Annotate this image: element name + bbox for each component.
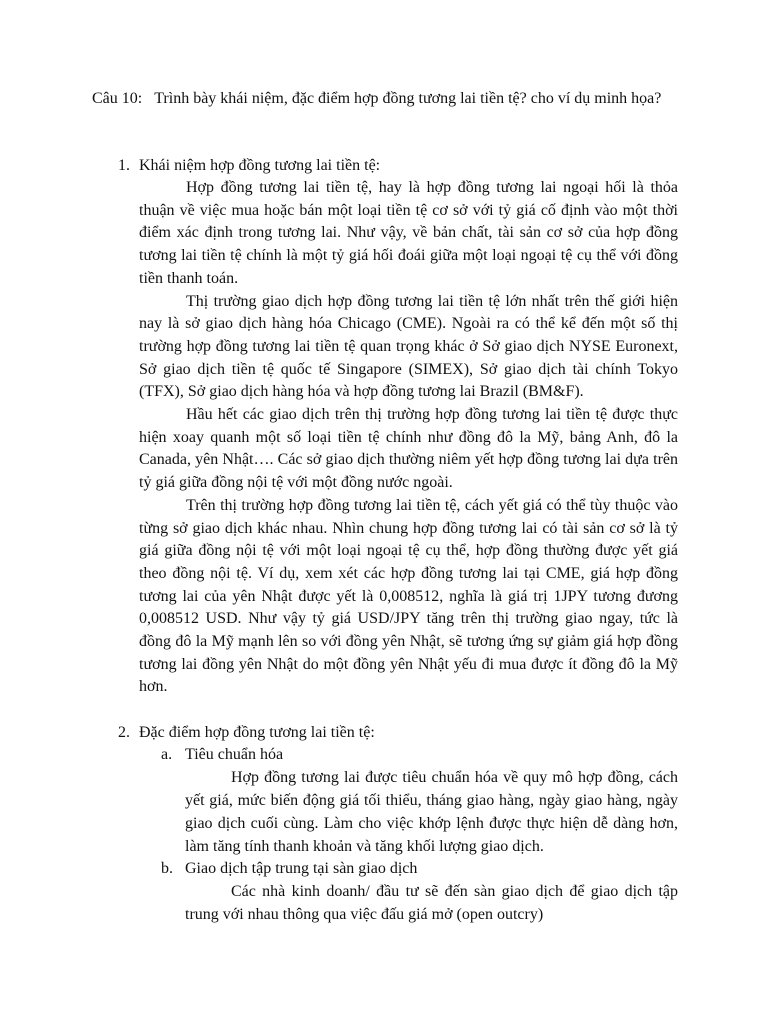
section-title: Đặc điểm hợp đồng tương lai tiền tệ: (139, 724, 375, 741)
subsection-paragraph: Hợp đồng tương lai được tiêu chuẩn hóa về quy mô hợp đồng, cách yết giá, mức biến động giá tối thiểu, tháng giao hàng, ngày giao hàng, ngày giao dịch cuối cùng. Làm cho việc khớp lệnh được thực hiện dễ dàng hơn, làm tăng tính thanh khoản và tăng khối lượng giao dịch. (185, 769, 678, 855)
section-number: 1. (118, 157, 130, 174)
subsection-title: Giao dịch tập trung tại sàn giao dịch (185, 860, 418, 877)
paragraph: Hợp đồng tương lai tiền tệ, hay là hợp đồng tương lai ngoại hối là thỏa thuận về việc mua hoặc bán một loại tiền tệ cơ sở với tỷ giá cố định vào một thời điểm xác định trong tương lai. Như vậy, về bản chất, tài sản cơ sở của hợp đồng tương lai tiền tệ chính là một tỷ giá hối đoái giữa một loại ngoại tệ cụ thể với đồng tiền thanh toán. (139, 179, 678, 287)
subsection-letter: b. (161, 860, 173, 877)
subsection-letter: a. (161, 746, 173, 763)
subsection-heading (92, 744, 678, 766)
question-text: Trình bày khái niệm, đặc điểm hợp đồng tương lai tiền tệ? cho ví dụ minh họa? (154, 90, 662, 107)
section-heading (92, 722, 678, 744)
section-number: 2. (118, 724, 130, 741)
paragraph: Trên thị trường hợp đồng tương lai tiền tệ, cách yết giá có thể tùy thuộc vào từng sở giao dịch khác nhau. Nhìn chung hợp đồng tương lai có tài sản cơ sở là tỷ giá giữa đồng nội tệ với một loại ngoại tệ cụ thể, hợp đồng thường được yết giá theo đồng nội tệ. Ví dụ, xem xét các hợp đồng tương lai tại CME, giá hợp đồng tương lai của yên Nhật được yết là 0,008512, nghĩa là giá trị 1JPY tương đương 0,008512 USD. Như vậy tỷ giá USD/JPY tăng trên thị trường giao ngay, tức là đồng đô la Mỹ mạnh lên so với đồng yên Nhật, sẽ tương ứng sự giảm giá hợp đồng tương lai đồng yên Nhật do một đồng yên Nhật yếu đi mua được ít đồng đô la Mỹ hơn. (139, 496, 678, 696)
subsection-heading (92, 858, 678, 880)
section-title: Khái niệm hợp đồng tương lai tiền tệ: (139, 157, 381, 174)
section-heading (92, 155, 678, 177)
question-heading (92, 86, 678, 112)
section-characteristics (92, 722, 678, 926)
paragraph: Hầu hết các giao dịch trên thị trường hợp đồng tương lai tiền tệ được thực hiện xoay quanh một số loại tiền tệ chính như đồng đô la Mỹ, bảng Anh, đô la Canada, yên Nhật…. Các sở giao dịch thường niêm yết hợp đồng tương lai dựa trên tỷ giá giữa đồng nội tệ với một đồng nước ngoài. (139, 406, 678, 492)
section-concept (92, 155, 678, 699)
question-label: Câu 10: (92, 90, 143, 107)
paragraph: Thị trường giao dịch hợp đồng tương lai tiền tệ lớn nhất trên thế giới hiện nay là sở giao dịch hàng hóa Chicago (CME). Ngoài ra có thể kể đến một số thị trường hợp đồng tương lai tiền tệ quan trọng khác ở Sở giao dịch NYSE Euronext, Sở giao dịch tiền tệ quốc tế Singapore (SIMEX), Sở giao dịch tài chính Tokyo (TFX), Sở giao dịch hàng hóa và hợp đồng tương lai Brazil (BM&F). (139, 292, 678, 401)
subsection-paragraph: Các nhà kinh doanh/ đầu tư sẽ đến sàn giao dịch để giao dịch tập trung với nhau thông qua việc đấu giá mở (open outcry) (185, 883, 678, 923)
subsection-title: Tiêu chuẩn hóa (185, 746, 284, 763)
